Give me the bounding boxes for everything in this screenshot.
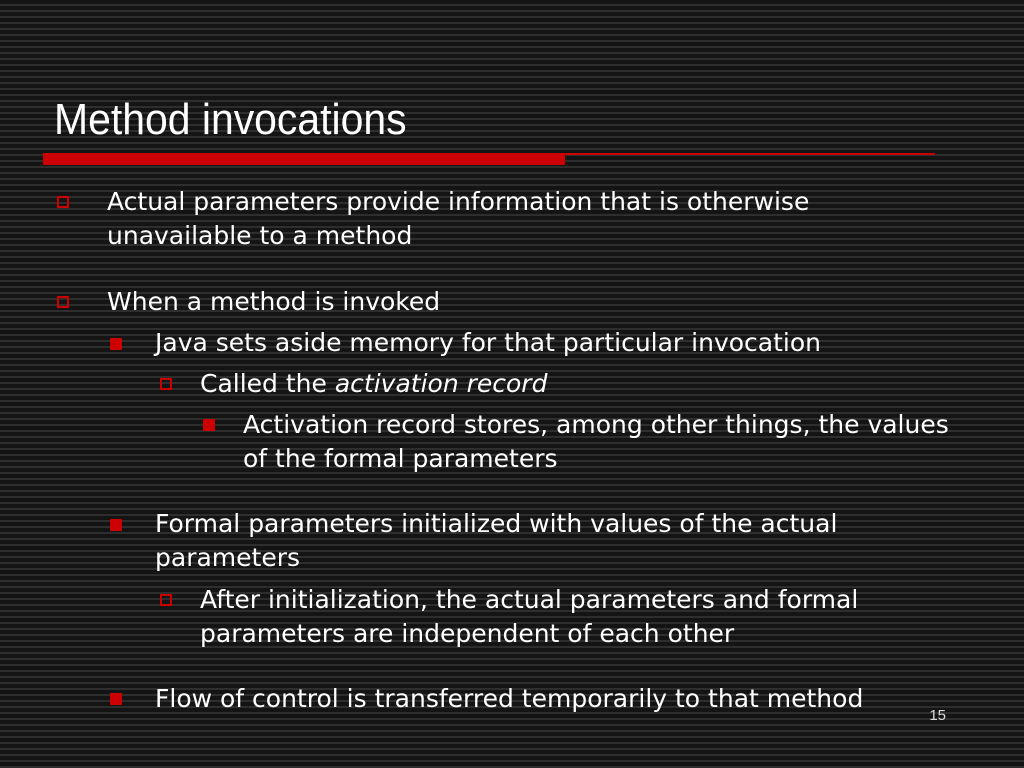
filled-square-bullet-icon [110, 519, 122, 531]
hollow-square-bullet-icon [160, 378, 172, 390]
page-number: 15 [929, 707, 946, 724]
slide-title: Method invocations [54, 95, 407, 144]
list-item: Java sets aside memory for that particular invocation [155, 328, 821, 357]
title-underline-bar [43, 153, 565, 165]
list-item: Flow of control is transferred temporarily to that method [155, 684, 864, 713]
hollow-square-bullet-icon [57, 196, 69, 208]
list-item: When a method is invoked [107, 287, 441, 316]
hollow-square-bullet-icon [160, 594, 172, 606]
list-item-text: Called the [200, 369, 335, 398]
filled-square-bullet-icon [110, 338, 122, 350]
list-item [200, 367, 960, 401]
filled-square-bullet-icon [110, 693, 122, 705]
list-item: After initialization, the actual parameters and formal parameters are independent of each other [200, 585, 859, 648]
list-item: Formal parameters initialized with values of the actual parameters [155, 509, 838, 572]
list-item: Activation record stores, among other things, the values of the formal parameters [243, 410, 949, 473]
list-item: Actual parameters provide information that is otherwise unavailable to a method [107, 187, 810, 250]
hollow-square-bullet-icon [57, 296, 69, 308]
title-underline-rule [565, 153, 935, 155]
emphasized-term: activation record [334, 369, 548, 398]
filled-square-bullet-icon [203, 419, 215, 431]
